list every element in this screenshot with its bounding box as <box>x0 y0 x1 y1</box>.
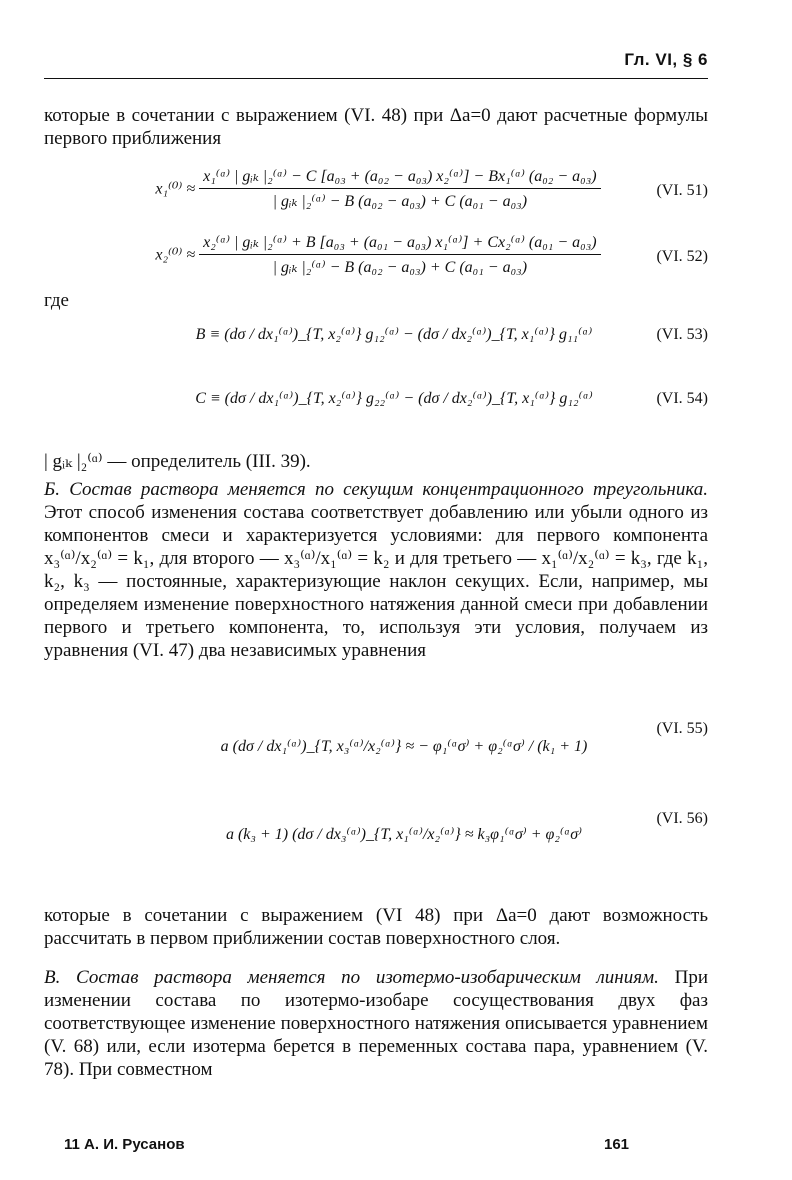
eq52-numerator: x₂⁽ᵅ⁾ | gᵢₖ |₂⁽ᵅ⁾ + B [a₀₃ + (a₀₁ − a₀₃) x₁⁽ᵅ⁾] + Cx₂⁽ᵅ⁾ (a₀₁ − a₀₃) <box>199 232 600 255</box>
eq52-fraction <box>199 232 600 277</box>
section-b-paragraph <box>44 478 708 662</box>
page-number: 161 <box>604 1136 630 1153</box>
after-text: которые в сочетании с выражением (VI 48) при Δa=0 дают возможность рассчитать в первом приближении состав поверхностного слоя. <box>44 905 708 949</box>
section-v-text: При изменении состава по изотермо-изобаре сосуществования двух фаз соответствующее изменение поверхностного натяжения описывается уравнением (V. 68) или, если изотерма берется в переменных состава пара, уравнением (V. 78). При совместном <box>44 967 709 1080</box>
section-v <box>44 966 708 1081</box>
eq54-label: (VI. 54) <box>656 390 708 407</box>
equation-vi-53 <box>44 318 708 358</box>
section-b <box>44 478 708 662</box>
eq52-lhs: x₂⁽⁰⁾ ≈ <box>155 246 196 264</box>
determinant-text: | gᵢₖ |₂⁽ᵅ⁾ — определитель (III. 39). <box>44 451 311 472</box>
header-rule <box>44 78 708 79</box>
equation-vi-54 <box>44 382 708 422</box>
equation-vi-56 <box>44 806 708 886</box>
intro-paragraph <box>44 104 708 150</box>
eq52-denominator: | gᵢₖ |₂⁽ᵅ⁾ − B (a₀₂ − a₀₃) + C (a₀₁ − a₀₃) <box>272 259 528 276</box>
eq51-denominator: | gᵢₖ |₂⁽ᵅ⁾ − B (a₀₂ − a₀₃) + C (a₀₁ − a₀₃) <box>272 193 528 210</box>
determinant-note <box>44 450 708 473</box>
eq51-label: (VI. 51) <box>656 182 708 199</box>
eq55-body: a (dσ / dx₁⁽ᵅ⁾)_{T, x₃⁽ᵅ⁾/x₂⁽ᵅ⁾} ≈ − φ₁⁽ᵅσ⁾ + φ₂⁽ᵅσ⁾ / (k₁ + 1) <box>220 738 588 755</box>
equation-vi-55 <box>44 710 708 790</box>
section-b-text: Этот способ изменения состава соответствует добавлению или убыли одного из компонентов смеси и характеризуется условиями: для первого компонента x₃⁽ᵅ⁾/x₂⁽ᵅ⁾ = k₁, для второго — x₃⁽ᵅ⁾/x₁⁽ᵅ⁾ = k₂ и для третьего — x₁⁽ᵅ⁾/x₂⁽ᵅ⁾ = k₃, где k₁, k₂, k₃ — постоянные, характеризующие наклон секущих. Если, например, мы определяем изменение поверхностного натяжения данной смеси при добавлении первого и третьего компонента, то, используя эти условия, получаем из уравнения (VI. 47) два независимых уравнения <box>44 502 708 661</box>
eq56-label: (VI. 56) <box>656 810 708 827</box>
equation-vi-51 <box>44 166 708 222</box>
section-b-letter: Б. <box>44 479 60 500</box>
where-label: где <box>44 290 69 311</box>
eq51-lhs: x₁⁽⁰⁾ ≈ <box>155 180 196 198</box>
running-header: Гл. VI, § 6 <box>624 50 708 69</box>
eq55-label: (VI. 55) <box>656 720 708 737</box>
eq53-label: (VI. 53) <box>656 326 708 343</box>
intro-text: которые в сочетании с выражением (VI. 48) при Δa=0 дают расчетные формулы первого приближения <box>44 105 708 149</box>
after-paragraph <box>44 904 708 950</box>
section-v-letter: В. <box>44 967 61 988</box>
eq51-numerator: x₁⁽ᵅ⁾ | gᵢₖ |₂⁽ᵅ⁾ − C [a₀₃ + (a₀₂ − a₀₃) x₂⁽ᵅ⁾] − Bx₁⁽ᵅ⁾ (a₀₂ − a₀₃) <box>199 166 600 189</box>
section-b-title: Состав раствора меняется по секущим концентрационного треугольника. <box>69 479 709 500</box>
eq51-fraction <box>199 166 600 211</box>
eq53-body: B ≡ (dσ / dx₁⁽ᵅ⁾)_{T, x₂⁽ᵅ⁾} g₁₂⁽ᵅ⁾ − (dσ / dx₂⁽ᵅ⁾)_{T, x₁⁽ᵅ⁾} g₁₁⁽ᵅ⁾ <box>195 326 593 343</box>
eq56-body: a (k₃ + 1) (dσ / dx₃⁽ᵅ⁾)_{T, x₁⁽ᵅ⁾/x₂⁽ᵅ⁾} ≈ k₃φ₁⁽ᵅσ⁾ + φ₂⁽ᵅσ⁾ <box>225 826 583 843</box>
equation-vi-52 <box>44 232 708 288</box>
footer-signature: 11 А. И. Русанов <box>64 1136 185 1153</box>
eq54-body: C ≡ (dσ / dx₁⁽ᵅ⁾)_{T, x₂⁽ᵅ⁾} g₂₂⁽ᵅ⁾ − (dσ / dx₂⁽ᵅ⁾)_{T, x₁⁽ᵅ⁾} g₁₂⁽ᵅ⁾ <box>195 390 593 407</box>
eq52-label: (VI. 52) <box>656 248 708 265</box>
section-v-title: Состав раствора меняется по изотермо-изобарическим линиям. <box>76 967 659 988</box>
section-v-paragraph <box>44 966 708 1081</box>
